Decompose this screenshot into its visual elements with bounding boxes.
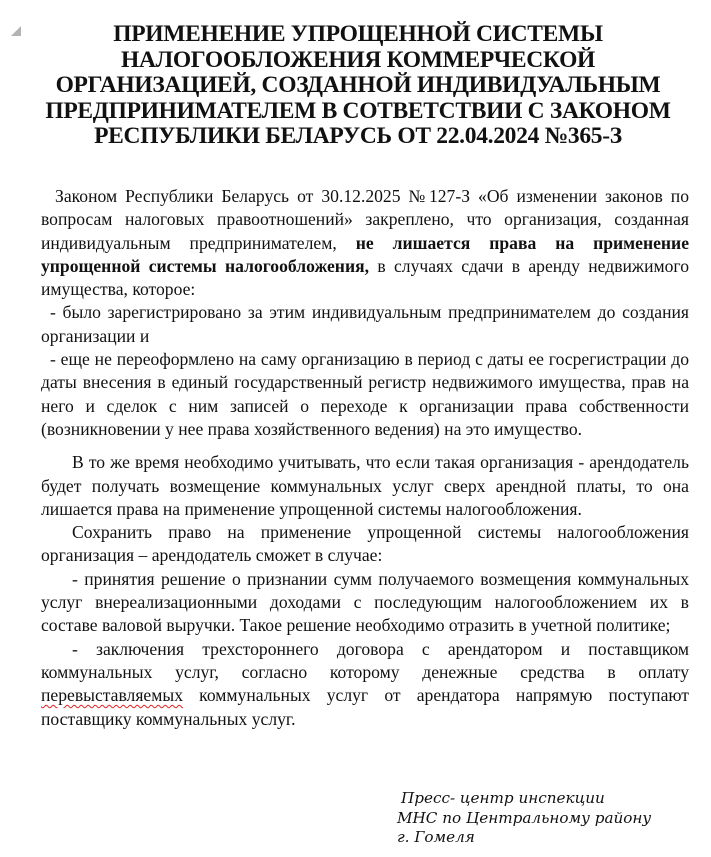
list-item: - принятия решение о признании сумм получаемого возмещения коммунальных услуг внереализационными доходами с последующим налогообложением их в составе валовой выручки. Такое решение необходимо отразить в учетной политике;: [41, 568, 689, 636]
title-line: НАЛОГООБЛОЖЕНИЯ КОММЕРЧЕСКОЙ: [120, 46, 596, 73]
spellcheck-flagged-word[interactable]: перевыставляемых: [41, 685, 183, 706]
signature-block: [397, 789, 651, 848]
document-body: [41, 185, 689, 731]
title-line: РЕСПУБЛИКИ БЕЛАРУСЬ ОТ 22.04.2024 №365-З: [94, 123, 622, 150]
list-item: - еще не переоформлено на саму организацию в период с даты ее госрегистрации до даты внесения в единый государственный регистр недвижимого имущества, прав на него и сделок с ним записей о переходе к организации права собственности (возникновении у нее права хозяйственного ведения) на это имущество.: [41, 349, 689, 439]
signature-line: г. Гомеля: [397, 828, 475, 846]
list-item-text-end: коммунальных услуг от арендатора напрямую поступают поставщику коммунальных услуг.: [41, 685, 689, 729]
list-item: - было зарегистрировано за этим индивидуальным предпринимателем до создания организации и: [41, 302, 689, 346]
signature-line: Пресс- центр инспекции: [401, 789, 605, 807]
title-line: ПРЕДПРИНИМАТЕЛЕМ В СОТВЕТСТВИИ С ЗАКОНОМ: [45, 97, 671, 124]
list-item-text: - заключения трехстороннего договора с арендатором и поставщиком коммунальных услуг, согласно которому денежные средства в оплату: [41, 638, 689, 682]
intro-text-end: в случаях сдачи в аренду недвижимого имущества, которое:: [41, 255, 690, 300]
document-title: [20, 22, 696, 150]
title-line: ПРИМЕНЕНИЕ УПРОЩЕННОЙ СИСТЕМЫ: [113, 21, 603, 47]
intro-paragraph: [41, 185, 689, 301]
title-line: ОРГАНИЗАЦИЕЙ, СОЗДАННОЙ ИНДИВИДУАЛЬНЫМ: [55, 72, 661, 99]
intro-text: Законом Республики Беларусь от 30.12.2025 №127-З «Об изменении законов по вопросам налоговых правоотношений» закреплено, что организация, созданная индивидуальным предпринимателем,: [41, 186, 689, 253]
warning-paragraph: В то же время необходимо учитывать, что если такая организация - арендодатель будет получать возмещение коммунальных услуг сверх арендной платы, то она лишается права на применение упрощенной системы налогообложения.: [41, 452, 689, 519]
intro-bold-text: не лишается права на применение упрощенной системы налогообложения,: [41, 232, 689, 276]
list-item: [41, 638, 689, 731]
signature-line: МНС по Центральному району: [397, 808, 652, 827]
conditions-paragraph: Сохранить право на применение упрощенной системы налогообложения организация – арендодатель сможет в случае:: [41, 522, 689, 566]
